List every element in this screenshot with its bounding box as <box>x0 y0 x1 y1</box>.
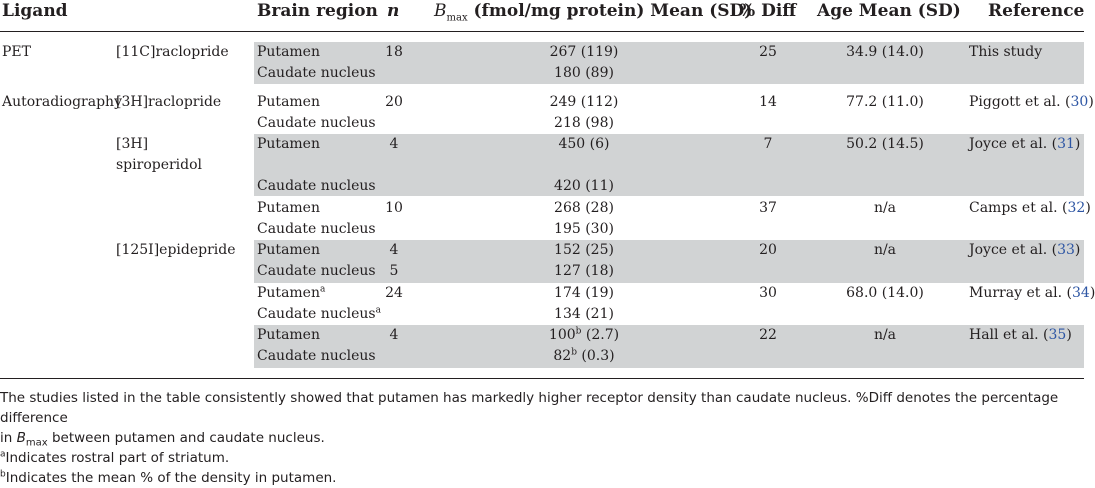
reference-text: Hall et al. ( <box>969 327 1049 343</box>
pct-diff-cell: 37 <box>759 200 777 216</box>
header-pct-diff: % Diff <box>739 1 797 21</box>
bmax-cell: 195 (30) <box>554 221 614 237</box>
reference-close-paren: ) <box>1066 327 1072 343</box>
region-text: Putamen <box>257 242 320 258</box>
reference-text: Joyce et al. ( <box>969 136 1058 152</box>
age-cell: n/a <box>873 200 897 216</box>
reference-link[interactable]: 35 <box>1048 327 1067 343</box>
reference-close-paren: ) <box>1088 94 1094 110</box>
n-cell: 20 <box>385 94 403 110</box>
reference-link[interactable]: 30 <box>1070 94 1089 110</box>
region-text: Caudate nucleus <box>257 115 376 131</box>
reference-close-paren: ) <box>1085 200 1091 216</box>
header-bmax: $B_{max}$ (fmol/mg protein) Mean (SD) <box>434 1 753 24</box>
reference-link[interactable]: 33 <box>1057 242 1075 258</box>
bmax-part: b <box>575 326 582 337</box>
ligand-cell: [125I]epidepride <box>116 242 236 258</box>
bmax-part: (2.7) <box>581 327 620 343</box>
region-text: Caudate nucleus <box>257 348 376 364</box>
region-cell <box>257 346 376 367</box>
region-cell <box>257 176 376 197</box>
region-text: Caudate nucleus <box>257 65 376 81</box>
table-footnotes <box>0 388 1084 488</box>
n-cell: 10 <box>385 200 403 216</box>
method-cell: Autoradiography <box>2 94 122 110</box>
reference-cell <box>969 134 1080 155</box>
n-cell: 4 <box>389 327 399 343</box>
reference-link[interactable]: 34 <box>1072 285 1090 301</box>
n-cell: 4 <box>389 242 399 258</box>
pct-diff-cell: 25 <box>759 44 777 60</box>
header-ligand: Ligand <box>2 1 68 21</box>
region-cell <box>257 198 320 219</box>
reference-cell <box>969 283 1095 304</box>
bmax-part: (0.3) <box>576 348 615 364</box>
header-n: n <box>387 1 400 21</box>
ligand-cell-line2: spiroperidol <box>116 157 203 173</box>
reference-close-paren: ) <box>1074 242 1081 258</box>
region-text: Caudate nucleus <box>257 221 376 237</box>
footnote-a: $^a$Indicates rostral part of striatum. <box>0 449 230 466</box>
header-reference: Reference <box>988 1 1085 21</box>
age-cell: 34.9 (14.0) <box>846 44 924 60</box>
reference-cell <box>969 42 1042 63</box>
reference-text: Piggott et al. ( <box>969 94 1071 110</box>
region-cell <box>257 63 376 84</box>
region-cell <box>257 113 376 134</box>
note-line-2: in $B_{max}$ between putamen and caudate nucleus. <box>0 430 325 449</box>
region-text: Caudate nucleus <box>257 306 376 322</box>
reference-cell <box>969 198 1091 219</box>
note-line-1: The studies listed in the table consistently showed that putamen has markedly higher receptor density than caudate nucleus. %Diff denotes the percentage difference <box>0 390 1059 426</box>
region-text: Caudate nucleus <box>257 263 376 279</box>
bmax-cell <box>434 346 734 367</box>
bmax-cell: 218 (98) <box>554 115 614 131</box>
reference-cell <box>969 92 1094 113</box>
n-cell: 18 <box>385 44 403 60</box>
region-text: Putamen <box>257 200 320 216</box>
bmax-cell: 249 (112) <box>549 94 619 110</box>
ligand-cell: [11C]raclopride <box>116 44 229 60</box>
region-text: Putamen <box>257 94 320 110</box>
region-cell <box>257 283 325 304</box>
region-text: Putamen <box>257 136 320 152</box>
bmax-cell: 268 (28) <box>554 200 614 216</box>
n-cell: 24 <box>385 285 403 301</box>
reference-close-paren: ) <box>1089 285 1095 301</box>
bmax-part: 100 <box>548 327 576 343</box>
region-text: Putamen <box>257 327 320 343</box>
region-cell <box>257 92 320 113</box>
bottom-rule <box>0 378 1084 379</box>
bmax-cell: 152 (25) <box>554 242 614 258</box>
n-cell: 5 <box>389 263 399 279</box>
footnote-b: $^b$Indicates the mean % of the density in putamen. <box>0 469 337 486</box>
pct-diff-cell: 7 <box>763 136 773 152</box>
pct-diff-cell: 30 <box>759 285 777 301</box>
region-cell <box>257 42 320 63</box>
bmax-cell: 180 (89) <box>554 65 614 81</box>
region-cell <box>257 219 376 240</box>
age-cell: n/a <box>873 242 897 258</box>
region-cell <box>257 325 320 346</box>
region-cell <box>257 304 381 325</box>
region-text: Putamen <box>257 44 320 60</box>
ligand-cell: [3H]raclopride <box>116 94 222 110</box>
region-footnote-mark: a <box>375 305 381 316</box>
region-text: Putamen <box>257 285 320 301</box>
reference-link[interactable]: 32 <box>1067 200 1086 216</box>
age-cell: 68.0 (14.0) <box>846 285 924 301</box>
bmax-cell: 174 (19) <box>554 285 614 301</box>
region-text: Caudate nucleus <box>257 178 376 194</box>
reference-cell <box>969 325 1072 346</box>
reference-cell <box>969 240 1080 261</box>
n-cell: 4 <box>389 136 399 152</box>
header-rule <box>0 31 1084 32</box>
bmax-cell: 450 (6) <box>558 136 610 152</box>
age-cell: 77.2 (11.0) <box>846 94 924 110</box>
ligand-cell-line1: [3H] <box>116 136 149 152</box>
bmax-part: b <box>571 347 577 358</box>
bmax-cell: 127 (18) <box>554 263 614 279</box>
bmax-cell <box>434 325 734 346</box>
region-cell <box>257 240 320 261</box>
header-age: Age Mean (SD) <box>817 1 961 21</box>
age-cell: 50.2 (14.5) <box>846 136 924 152</box>
bmax-cell: 420 (11) <box>554 178 614 194</box>
reference-text: Joyce et al. ( <box>969 242 1058 258</box>
method-cell: PET <box>2 44 31 60</box>
reference-close-paren: ) <box>1074 136 1081 152</box>
reference-link[interactable]: 31 <box>1057 136 1075 152</box>
reference-text: Murray et al. ( <box>969 285 1072 301</box>
bmax-cell: 134 (21) <box>554 306 614 322</box>
pct-diff-cell: 14 <box>759 94 777 110</box>
region-cell <box>257 134 320 155</box>
reference-text: This study <box>969 44 1043 60</box>
pct-diff-cell: 22 <box>759 327 777 343</box>
bmax-cell: 267 (119) <box>549 44 619 60</box>
region-cell <box>257 261 376 282</box>
age-cell: n/a <box>873 327 897 343</box>
pct-diff-cell: 20 <box>759 242 777 258</box>
region-footnote-mark: a <box>320 284 326 295</box>
reference-text: Camps et al. ( <box>969 200 1068 216</box>
bmax-part: 82 <box>553 348 572 364</box>
header-brain-region: Brain region <box>257 1 378 21</box>
